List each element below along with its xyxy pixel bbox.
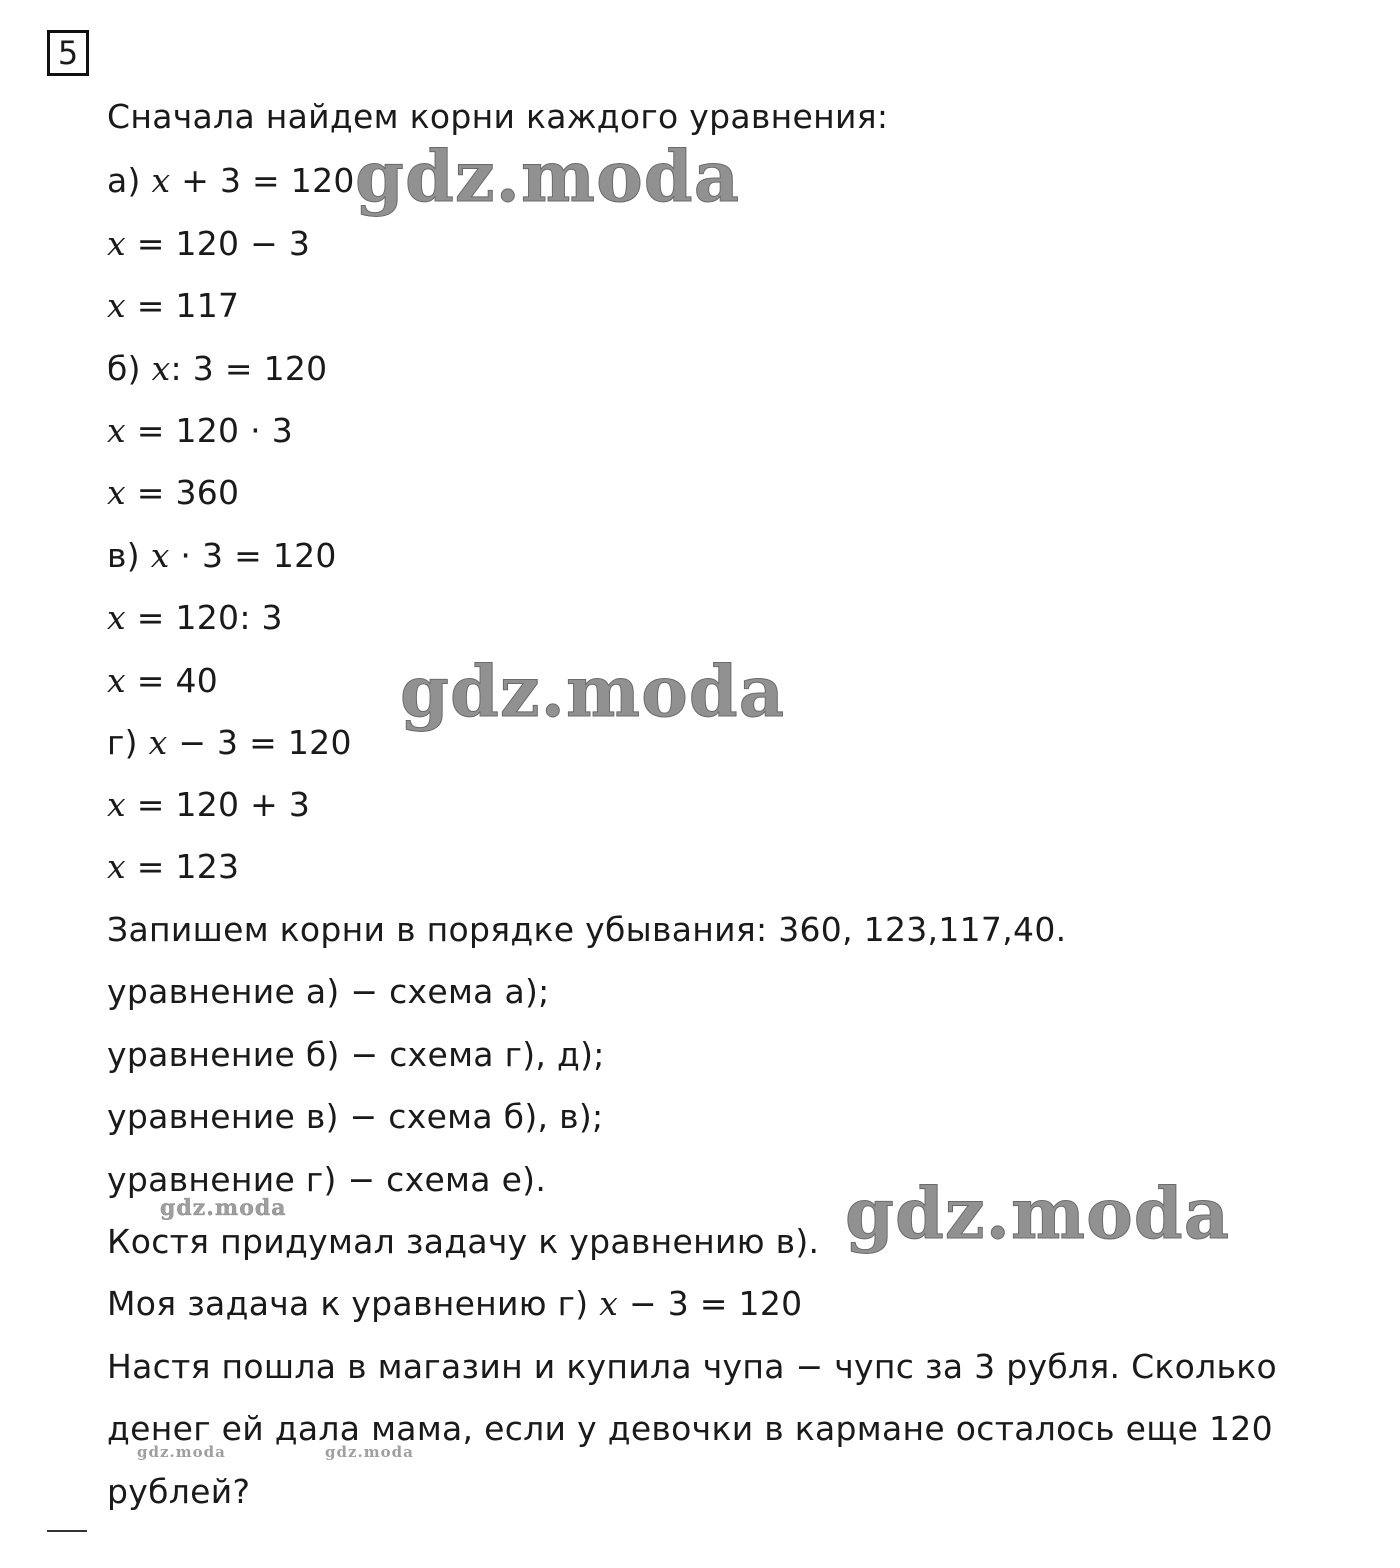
- text-line: уравнение г) − схема е).: [107, 1160, 547, 1199]
- watermark-logo: gdz.moda: [160, 1195, 287, 1221]
- text-line: уравнение а) − схема а);: [107, 972, 550, 1011]
- equation-line: x = 123: [107, 847, 240, 886]
- text-line: рублей?: [107, 1472, 251, 1511]
- equation-line: x = 117: [107, 286, 240, 325]
- text-line: Моя задача к уравнению г) x − 3 = 120: [107, 1284, 803, 1323]
- equation-line: в) x · 3 = 120: [107, 536, 337, 575]
- text-line: уравнение б) − схема г), д);: [107, 1035, 605, 1074]
- text-line: денег ей дала мама, если у девочки в кармане осталось еще 120: [107, 1409, 1273, 1448]
- bottom-rule: [47, 1530, 87, 1532]
- watermark-logo: gdz.moda: [845, 1172, 1231, 1255]
- equation-line: x = 120: 3: [107, 598, 283, 637]
- equation-line: а) x + 3 = 120: [107, 161, 355, 200]
- text-line: Запишем корни в порядке убывания: 360, 123,117,40.: [107, 910, 1067, 949]
- watermark-logo: gdz.moda: [325, 1443, 414, 1461]
- text-line: уравнение в) − схема б), в);: [107, 1097, 604, 1136]
- equation-line: x = 120 − 3: [107, 224, 311, 263]
- equation-line: x = 40: [107, 661, 219, 700]
- watermark-logo: gdz.moda: [355, 135, 741, 218]
- text-line: Сначала найдем корни каждого уравнения:: [107, 97, 889, 136]
- text-line: Костя придумал задачу к уравнению в).: [107, 1222, 820, 1261]
- equation-line: x = 120 · 3: [107, 411, 294, 450]
- watermark-logo: gdz.moda: [400, 650, 786, 733]
- equation-line: г) x − 3 = 120: [107, 723, 352, 762]
- equation-line: б) x: 3 = 120: [107, 349, 328, 388]
- equation-line: x = 360: [107, 473, 240, 512]
- task-number-badge: 5: [47, 30, 89, 76]
- watermark-logo: gdz.moda: [137, 1443, 226, 1461]
- text-line: Настя пошла в магазин и купила чупа − чупс за 3 рубля. Сколько: [107, 1347, 1278, 1386]
- equation-line: x = 120 + 3: [107, 785, 311, 824]
